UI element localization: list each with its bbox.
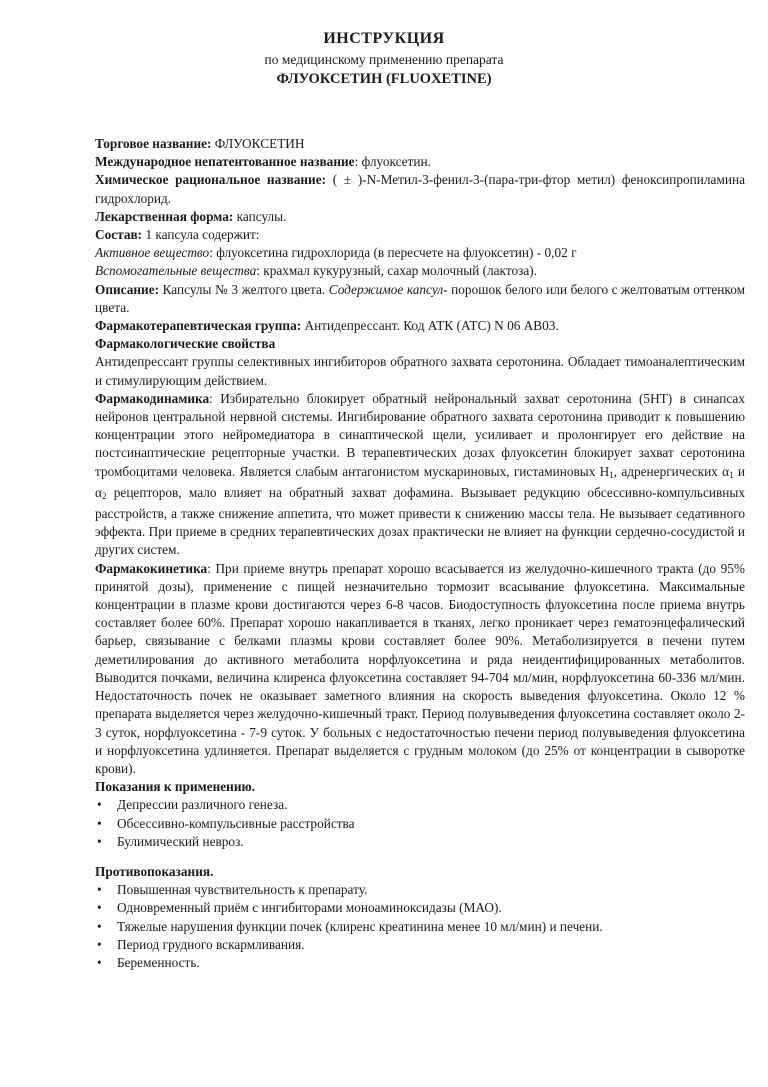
section-spacer xyxy=(95,851,745,863)
document-subtitle: по медицинскому применению препарата xyxy=(264,52,504,67)
pharmacological-properties-heading: Фармакологические свойства xyxy=(95,336,276,352)
list-item: • Обсессивно-компульсивные расстройства xyxy=(95,815,745,833)
active-substance-line: Активное вещество: флуоксетина гидрохлорида (в пересчете на флуоксетин) - 0,02 г xyxy=(95,245,577,261)
pharmacokinetics-section: Фармакокинетика: При приеме внутрь препарат хорошо всасывается из желудочно-кишечного тракта (до 95% принятой дозы), применение с пищей незначительно тормозит всасывание флуоксетина. Максимальные концентрации в плазме крови достигаются через 6-8 часов. Биодоступность флуоксетина после приема внутрь составляет более 60%. Препарат хорошо накапливается в тканях, легко проникает через гематоэнцефалический барьер, связывание с белками плазмы крови составляет более 90%. Метаболизируется в печени путем деметилирования до активного метаболита норфлуоксетина и ряда неидентифицированных метаболитов. Выводится почками, величина клиренса флуоксетина составляет 94-704 мл/мин, норфлуоксетина 60-336 мл/мин. Недостаточность почек не оказывает заметного влияния на скорость выведения флуоксетина. Около 12 % препарата выделяется через желудочно-кишечный тракт. Период полувыведения флуоксетина составляет около 2-3 суток, норфлуоксетина - 7-9 суток. У больных с недостаточностью печени период полувыведения флуоксетина и норфлуоксетина удлиняется. Препарат выделяется с грудным молоком (до 25% от концентрации в сыворотке крови). xyxy=(95,560,745,776)
pharmacological-properties-text: Антидепрессант группы селективных ингибиторов обратного захвата серотонина. Обладает тимоаналептическим и стимулирующим действием. xyxy=(95,354,745,388)
drug-title: ФЛУОКСЕТИН (FLUOXETINE) xyxy=(276,71,492,87)
document-title: ИНСТРУКЦИЯ xyxy=(323,30,445,47)
list-item: • Период грудного вскармливания. xyxy=(95,936,745,954)
description-line: Описание: Капсулы № 3 желтого цвета. Содержимое капсул- порошок белого или белого с желтоватым оттенком цвета. xyxy=(95,281,745,315)
list-item: • Депрессии различного генеза. xyxy=(95,796,745,814)
indications-list xyxy=(95,796,745,851)
list-item: • Повышенная чувствительность к препарату. xyxy=(95,881,745,899)
contraindications-list xyxy=(95,881,745,972)
pharmacodynamics-section: Фармакодинамика: Избирательно блокирует обратный нейрональный захват серотонина (5НТ) в синапсах нейронов центральной нервной системы. Ингибирование обратного захвата серотонина приводит к повышению концентрации этого нейромедиатора в синаптической щели, усиливает и пролонгирует его действие на постсинаптические рецепторные участки. В терапевтических дозах флуоксетин блокирует захват серотонина тромбоцитами человека. Является слабым антагонистом мускариновых, гистаминовых $H_1$, адренергических $\alpha_1$ и $\alpha_2$ рецепторов, мало влияет на обратный захват дофамина. Вызывает редукцию обсессивно-компульсивных расстройств, а также снижение аппетита, что может привести к снижению массы тела. Не вызывает седативного эффекта. При приеме в средних терапевтических дозах практически не влияет на функции сердечно-сосудистой и других систем. xyxy=(95,390,745,558)
list-item: • Одновременный приём с ингибиторами моноаминоксидазы (МАО). xyxy=(95,899,745,917)
list-item: • Булимический невроз. xyxy=(95,833,745,851)
list-item: • Тяжелые нарушения функции почек (клиренс креатинина менее 10 мл/мин) и печени. xyxy=(95,918,745,936)
pharmacotherapeutic-group-line: Фармакотерапевтическая группа: Антидепрессант. Код АТК (АТС) N 06 АВ03. xyxy=(95,318,559,334)
list-item: • Беременность. xyxy=(95,954,745,972)
excipients-line: Вспомогательные вещества: крахмал кукурузный, сахар молочный (лактоза). xyxy=(95,263,538,279)
document-body xyxy=(95,135,745,972)
indications-heading: Показания к применению. xyxy=(95,779,255,795)
dosage-form-line: Лекарственная форма: капсулы. xyxy=(95,208,287,224)
trade-name-line: Торговое название: ФЛУОКСЕТИН xyxy=(95,136,305,151)
chemical-name-line: Химическое рациональное название: ( ± )-N-Метил-3-фенил-3-(пара-три-фтор метил) феноксипропиламина гидрохлорид. xyxy=(95,172,745,206)
inn-line: Международное непатентованное название: флуоксетин. xyxy=(95,154,431,170)
contraindications-heading: Противопоказания. xyxy=(95,863,214,879)
composition-line: Состав: 1 капсула содержит: xyxy=(95,227,260,243)
